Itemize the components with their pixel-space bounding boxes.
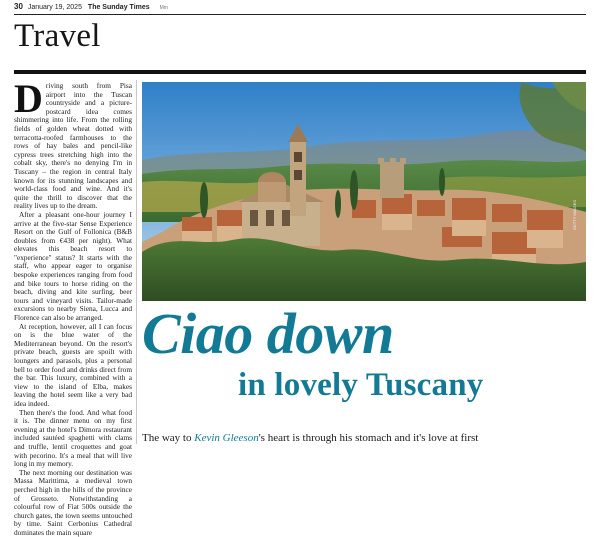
standfirst-text-end: 's heart is through his stomach and it's love at first [258,432,479,444]
issue-date: January 19, 2025 [27,4,82,11]
edition-code: Mm [159,5,168,11]
section-title: Travel [14,18,101,54]
article-paragraph: At reception, however, all I can focus on is the blue water of the Mediterranean beyond. On the resort's private beach, guests are spoilt with loungers and parasols, plus a personal bell to order food and drinks direct from the bar. This luxury, combined with a view to the island of Elba, makes leaving the hotel seem like a very bad idea indeed. [14,321,132,408]
column-divider [136,80,137,444]
section-rule [14,70,586,74]
tuscany-town-photo [142,82,586,301]
article-paragraph: After a pleasant one-hour journey I arrive at the five-star Sense Experience Resort on the Gulf of Follonica (B&B doubles from €438 per night). What elevates this beach resort to "experience" status? It starts with the staff, who appear eager to organise bespoke experiences ranging from food and bike tours to horse riding on the beach, diving and kite surfing, beer tours and vineyard visits. Tailor-made excursions to nearby Siena, Lucca and Florence can also be arranged. [14,209,132,323]
headline-line-1: Ciao down [142,301,394,366]
paper-name: The Sunday Times [87,4,150,11]
page-header-strip [14,1,586,13]
author-name: Kevin Gleeson [194,432,259,444]
header-rule [14,14,586,15]
standfirst-text-start: The way to [142,432,195,444]
article-paragraph: Then there's the food. And what food it is. The dinner menu on my first evening at the hotel's Dimora restaurant included sautéed spaghetti with clams and truffle, lentil croquettes and goat with pecorino. It's a meal that will live long in my memory. [14,407,132,469]
article-body [14,76,132,537]
standfirst [142,432,600,444]
photo-credit: GETTY IMAGES [572,200,577,230]
article-paragraph [14,76,132,211]
paragraph-text: riving south from Pisa airport into the Tuscan countryside and a picture-postcard idea comes shimmering into life. From the rolling fields of golden wheat dotted with terracotta-roofed farmhouses to the rows of hay bales and pencil-like cypress trees stretching high into the cobalt sky, there's no denying I'm in Tuscany – the region in central Italy known for its stunning landscapes and world-class food and wine. And it's quite the thrill to discover that the reality lives up to the dream. [14,81,132,211]
drop-cap: D [14,76,43,121]
headline [142,302,592,404]
page-number: 30 [14,2,23,11]
headline-line-2: in lovely Tuscany [238,367,484,403]
article-paragraph: The next morning our destination was Massa Marittima, a medieval town perched high in the hills of the province of Grosseto. Notwithstanding a colourful row of Fiat 500s outside the church gates, the town seems untouched by time. Saint Cerbonius Cathedral dominates the main square [14,467,132,537]
